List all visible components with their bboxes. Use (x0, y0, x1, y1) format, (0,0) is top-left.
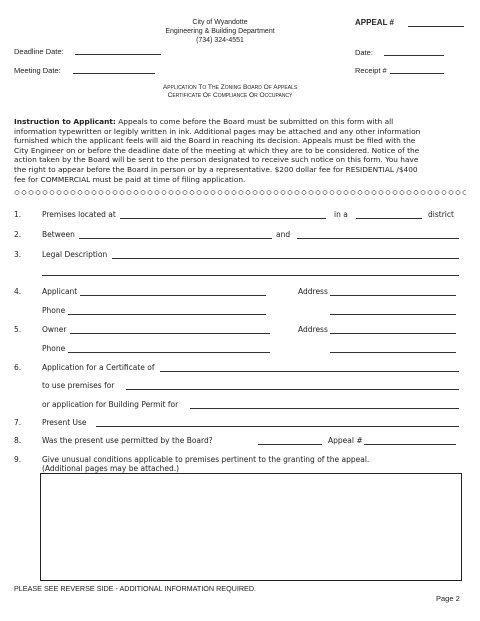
appeal-number-field[interactable] (408, 26, 464, 27)
header-block (150, 18, 290, 45)
applicant-phone-label: Phone (42, 306, 66, 315)
instruction-line-0: Appeals to come before the Board must be submitted on this form with all (118, 117, 394, 126)
item-number-2: 2. (14, 230, 22, 239)
district-label: district (428, 210, 454, 219)
district-field[interactable] (356, 218, 422, 219)
city-name: City of Wyandotte (192, 19, 248, 26)
appeal-number-field-2[interactable] (364, 444, 456, 445)
item-number-4: 4. (14, 287, 22, 296)
building-permit-field[interactable] (190, 408, 459, 409)
department-phone: (734) 324-4551 (196, 37, 244, 44)
deadline-date-field[interactable] (75, 54, 161, 55)
reverse-side-note: PLEASE SEE REVERSE SIDE - ADDITIONAL INFORMATION REQUIRED. (14, 584, 257, 593)
form-title-line2: Certificate Of Compliance Or Occupancy (167, 92, 293, 99)
date-label: Date: (355, 48, 373, 57)
premises-field[interactable] (120, 218, 326, 219)
applicant-address-field-2[interactable] (330, 314, 456, 315)
department-name: Engineering & Building Department (165, 28, 275, 35)
owner-address-label: Address (298, 325, 328, 334)
decorative-separator (14, 189, 466, 196)
unusual-conditions-label: Give unusual conditions applicable to premises pertinent to the granting of the appeal. (42, 455, 370, 464)
item-number-5: 5. (14, 325, 22, 334)
permitted-question: Was the present use permitted by the Board? (42, 436, 213, 445)
permitted-answer-field[interactable] (258, 444, 322, 445)
instruction-line-4: action taken by the Board will be sent to the person designated to receive such notice on this form. You have (14, 155, 419, 165)
use-premises-label: to use premises for (42, 381, 115, 390)
item-number-1: 1. (14, 210, 22, 219)
between-label: Between (42, 230, 75, 239)
instruction-line-3: City Engineer on or before the deadline date of the meeting at which they are to be considered. Notice of the (14, 145, 420, 155)
item-number-7: 7. (14, 418, 22, 427)
owner-address-field[interactable] (330, 333, 456, 334)
present-use-label: Present Use (42, 418, 87, 427)
page-number: Page 2 (436, 594, 460, 603)
item-number-6: 6. (14, 363, 22, 372)
additional-pages-note: (Additional pages may be attached.) (42, 464, 180, 473)
form-title-line1: Application To The Zoning Board Of Appeals (162, 84, 298, 91)
owner-label: Owner (42, 325, 67, 334)
form-title (120, 84, 340, 100)
applicant-address-label: Address (298, 287, 328, 296)
appeal-number-label: APPEAL # (355, 18, 394, 27)
receipt-field[interactable] (390, 73, 444, 74)
in-a-label: in a (334, 210, 348, 219)
item-number-3: 3. (14, 250, 22, 259)
applicant-address-field[interactable] (330, 295, 456, 296)
and-label: and (276, 230, 291, 239)
item-number-8: 8. (14, 436, 22, 445)
appeal-number-label-2: Appeal # (328, 436, 363, 445)
legal-description-field[interactable] (112, 258, 459, 259)
owner-phone-field[interactable] (68, 352, 270, 353)
present-use-field[interactable] (96, 426, 459, 427)
instruction-block (14, 117, 476, 184)
owner-field[interactable] (70, 333, 270, 334)
meeting-date-field[interactable] (73, 73, 155, 74)
item-number-9: 9. (14, 455, 22, 464)
building-permit-label: or application for Building Permit for (42, 400, 179, 409)
unusual-conditions-box[interactable] (40, 473, 462, 581)
instruction-line-1: information typewritten or legibly written in ink. Additional pages may be attached and any other information (14, 126, 421, 136)
applicant-phone-field[interactable] (68, 314, 266, 315)
certificate-label: Application for a Certificate of (42, 363, 155, 372)
premises-label: Premises located at (42, 210, 116, 219)
applicant-label: Applicant (42, 287, 78, 296)
receipt-label: Receipt # (355, 66, 387, 75)
instruction-line-5: the right to appear before the Board in person or by a representative. $200 dollar fee for RESIDENTIAL /$400 (14, 164, 418, 174)
instruction-line-2: furnished which the applicant feels will aid the Board in reaching its decision. Appeals must be filed with the (14, 136, 416, 146)
deadline-date-label: Deadline Date: (14, 47, 64, 56)
meeting-date-label: Meeting Date: (14, 66, 61, 75)
owner-address-field-2[interactable] (330, 352, 456, 353)
applicant-field[interactable] (80, 295, 266, 296)
certificate-field[interactable] (160, 371, 459, 372)
date-field[interactable] (384, 55, 444, 56)
legal-description-field-2[interactable] (42, 275, 459, 276)
owner-phone-label: Phone (42, 344, 66, 353)
legal-description-label: Legal Description (42, 250, 108, 259)
instruction-line-6: fee for COMMERCIAL must be paid at time of filing application. (14, 174, 246, 184)
and-field[interactable] (297, 238, 459, 239)
between-field[interactable] (79, 238, 272, 239)
use-premises-field[interactable] (126, 389, 459, 390)
instruction-heading: Instruction to Applicant: (14, 117, 116, 126)
